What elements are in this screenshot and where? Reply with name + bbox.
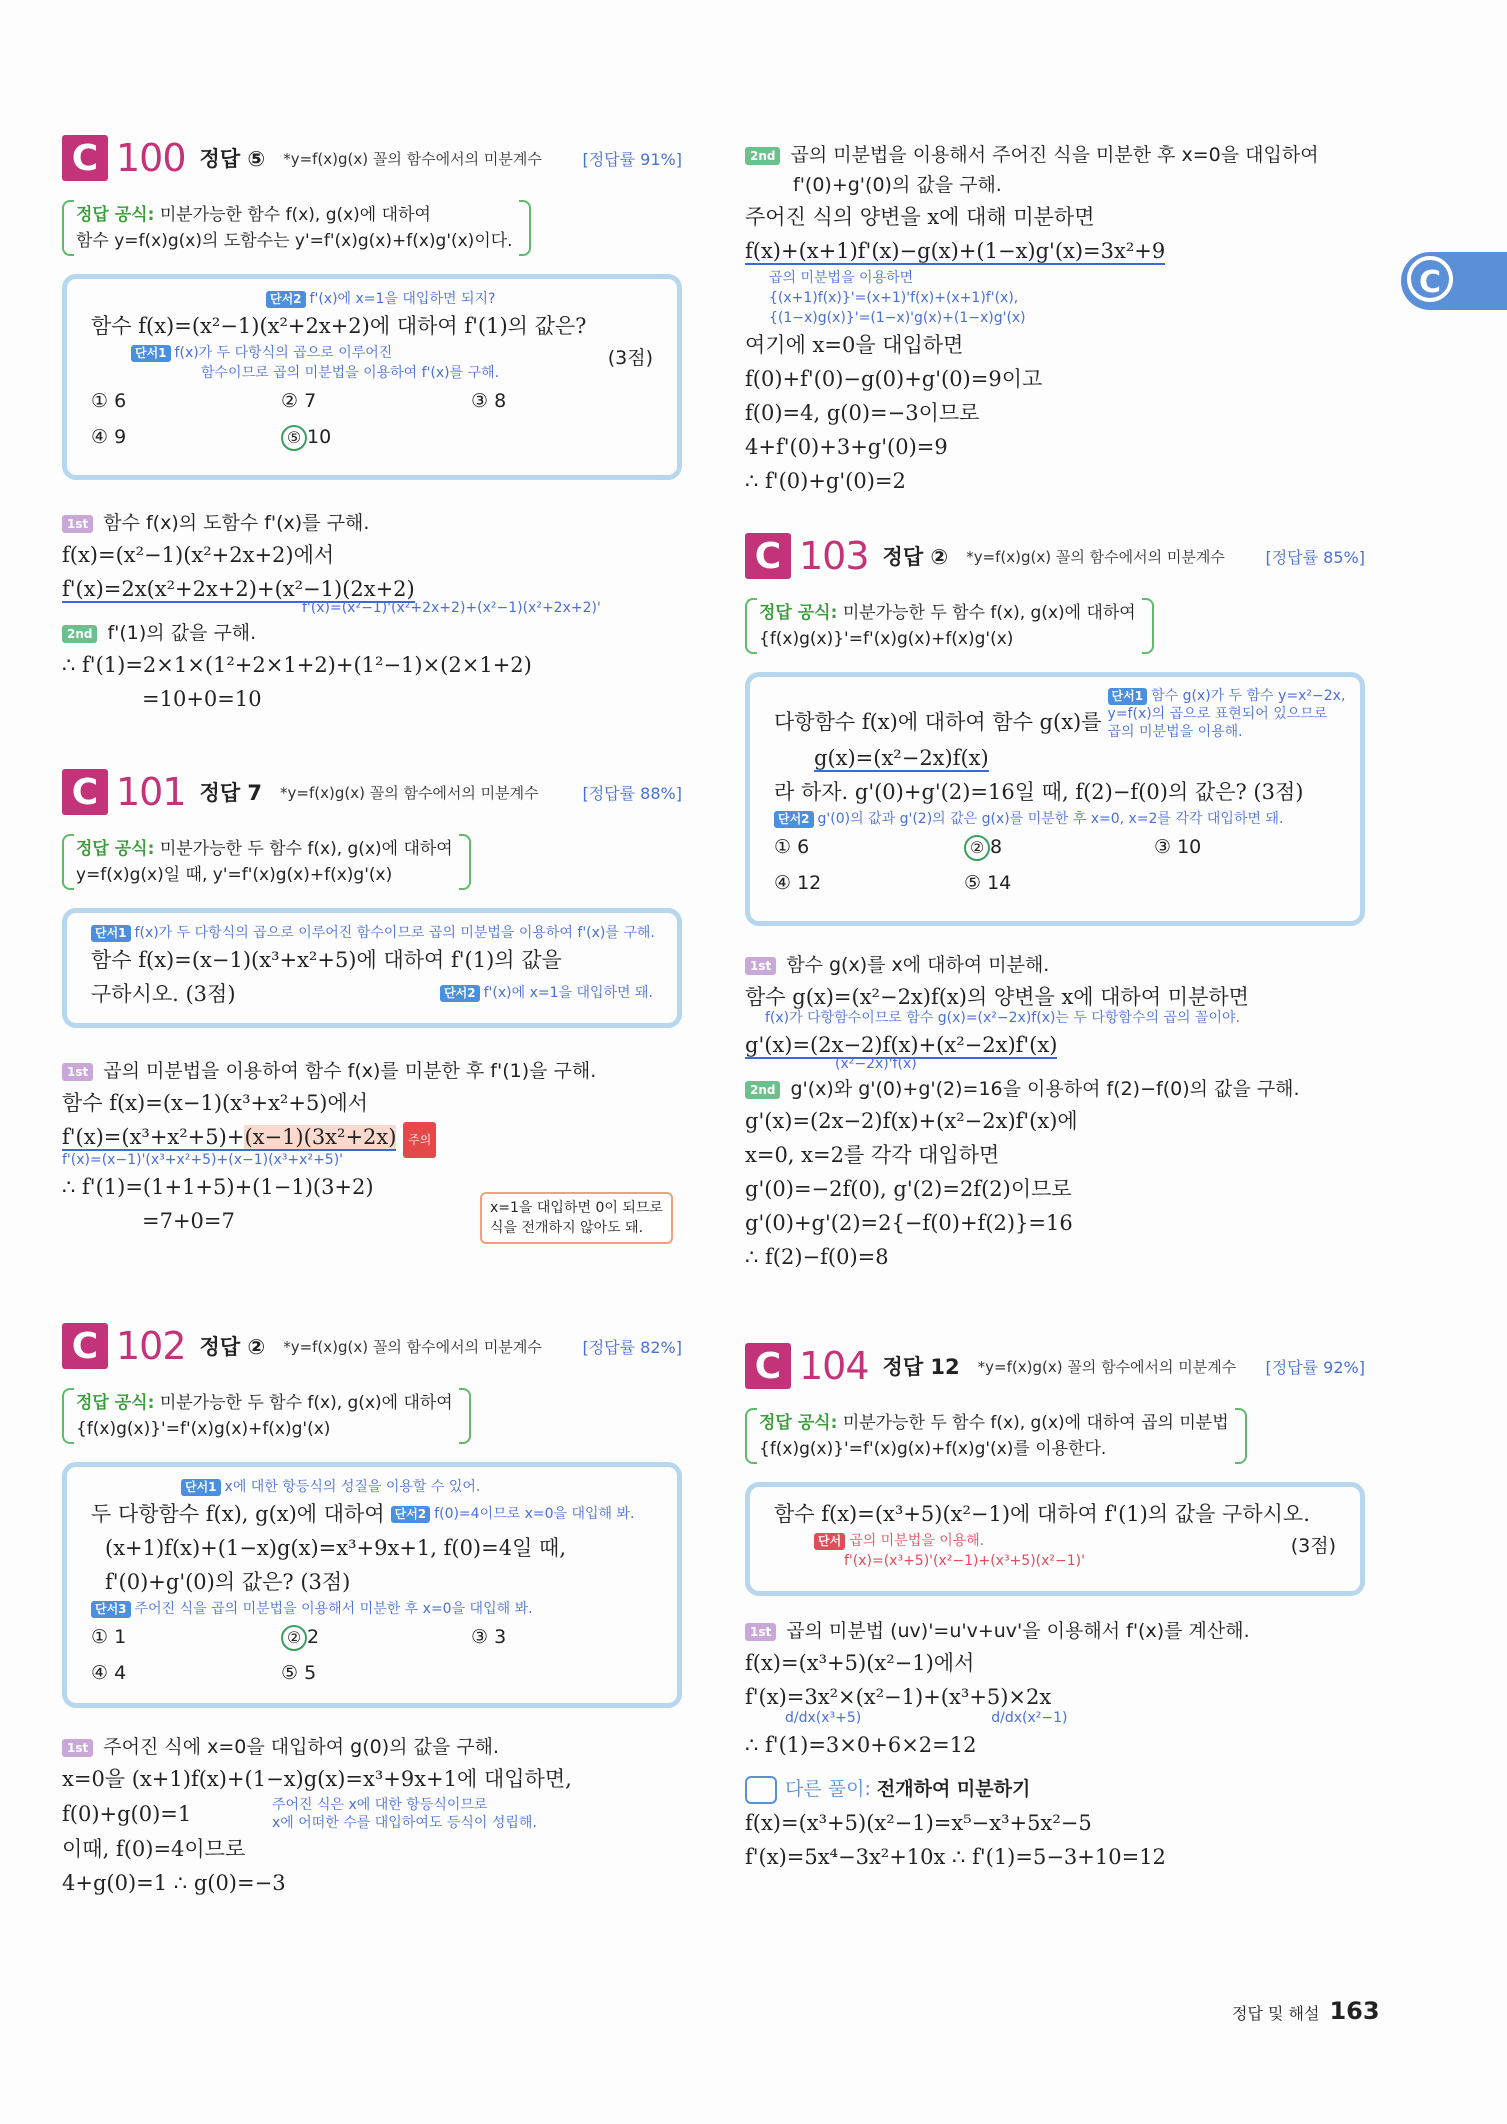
hint-tag: 단서2 <box>391 1506 431 1523</box>
solution-line: f(x)+(x+1)f'(x)−g(x)+(1−x)g'(x)=3x²+9 <box>745 239 1166 263</box>
warning-tag: 주의 <box>403 1122 436 1158</box>
choice[interactable]: ③ 10 <box>1154 836 1202 858</box>
solution-line: x=0을 (x+1)f(x)+(1−x)g(x)=x³+9x+1에 대입하면, <box>62 1767 572 1791</box>
solution-line: g'(x)=(2x−2)f(x)+(x²−2x)f'(x)에 <box>745 1109 1078 1133</box>
topic-label: *y=f(x)g(x) 꼴의 함수에서의 미분계수 <box>280 783 539 802</box>
question-text: g(x)=(x²−2x)f(x) <box>814 746 989 770</box>
problem-102-header <box>62 1318 682 1374</box>
question-text: f'(0)+g'(0)의 값은? (3점) <box>105 1570 351 1594</box>
hint-tag: 단서2 <box>266 291 306 308</box>
solution-line: ∴ f(2)−f(0)=8 <box>745 1245 889 1269</box>
answer-label: 정답 ⑤ <box>199 147 266 171</box>
step-tag: 2nd <box>62 625 97 643</box>
hint-tag: 단서 <box>814 1533 845 1550</box>
step-tag: 1st <box>62 1739 93 1757</box>
accuracy-rate: [정답률 88%] <box>582 783 682 803</box>
side-tab <box>1401 252 1507 310</box>
problem-box: 단서1 x에 대한 항등식의 성질을 이용할 수 있어. 두 다항함수 f(x), g(x)에 대하여 단서2 f(0)=4이므로 x=0을 대입해 봐. (x+1)f(x)+(1−x)g(x)=x³+9x+1, f(0)=4일 때, f'(0)+g'(0)의 값은? (3점) 단서3 주어진 식을 곱의 미분법을 이용해서 미분한 후 x=0을 대입해 봐. ① 1 ② 2 ③ 3 ④ 4 ⑤ 5 <box>62 1462 682 1708</box>
solution-line: f(x)=(x²−1)(x²+2x+2)에서 <box>62 543 335 567</box>
solution-line: 이때, f(0)=4이므로 <box>62 1837 246 1861</box>
step-tag: 1st <box>745 957 776 975</box>
solution-line: 4+f'(0)+3+g'(0)=9 <box>745 435 948 459</box>
choice[interactable]: ③ 8 <box>471 390 507 412</box>
category-badge: C <box>745 533 791 579</box>
correct-mark: ② <box>281 1625 307 1651</box>
formula-label: 정답 공식: <box>76 839 155 859</box>
formula-line: 미분가능한 함수 f(x), g(x)에 대하여 <box>159 205 431 225</box>
answer-label: 정답 12 <box>882 1355 960 1379</box>
page-footer <box>1232 1997 1380 2025</box>
solution-line: f(0)=4, g(0)=−3이므로 <box>745 401 980 425</box>
hint-text: 함수이므로 곱의 미분법을 이용하여 f'(x)를 구해. <box>201 365 500 381</box>
formula-label: 정답 공식: <box>76 205 155 225</box>
annotation: f(x)가 다항함수이므로 함수 g(x)=(x²−2x)f(x)는 두 다항함수의 곱의 꼴이야. <box>765 1010 1240 1026</box>
solution-line: f'(x)=3x²×(x²−1)+(x³+5)×2x <box>745 1685 1052 1709</box>
step-tag: 2nd <box>745 147 780 165</box>
solution-line: f(0)+f'(0)−g(0)+g'(0)=9이고 <box>745 367 1043 391</box>
solution-line: =10+0=10 <box>142 687 262 711</box>
right-column: 2nd 곱의 미분법을 이용해서 주어진 식을 미분한 후 x=0을 대입하여 f'(0)+g'(0)의 값을 구해. 주어진 식의 양변을 x에 대해 미분하면 f(x)+(x+1)f'(x)−g(x)+(1−x)g'(x)=3x²+9 곱의 미분법을 이용하면 {(x+1)f(x)}'=(x+1)'f(x)+(x+1)f'(x), {(1−x)g(x)}'=(1−x)'g(x)+(1−x)g'(x) 여기에 x=0을 대입하면 f(0)+f'(0)−g(0)+g'(0)=9이고 f(0)=4, g(0)=−3이므로 4+f'(0)+3+g'(0)=9 ∴ f'(0)+g'(0)=2 C 103 정답 ② *y=f(x)g(x) 꼴의 함수에서의 미분계수 [정답률 85%] 정답 공식: 미분가능한 두 함수 f(x), g(x)에 대하여 {f(x)g(x)}'=f'(x)g(x)+f(x)g'(x) 다항함수 f(x)에 대하여 함수 g(x)를 단서1 함수 g(x)가 두 함수 y=x²−2x, y=f(x)의 곱으로 표현되어 있으므로 곱의 미분법을 이용해. g(x)=(x²−2x)f(x) 라 하자. g'(0)+g'(2)=16일 때, f(2)−f(0)의 값은? (3점) 단서2 g'(0)의 값과 g'(2)의 값은 g(x)를 미분한 후 x=0, x=2를 각각 대입하면 돼. ① 6 ② 8 ③ 10 ④ 12 ⑤ 14 1st 함수 g(x)를 x에 대하여 미분해. 함수 g(x)=(x²−2x)f(x)의 양변을 x에 대하여 미분하면 f(x)가 다항함수이므로 함수 g(x)=(x²−2x)f(x)는 두 다항함수의 곱의 꼴이야. g'(x)=(2x−2)f(x)+(x²−2x)f'(x) (x²−2x)'f(x) 2nd g'(x)와 g'(0)+g'(2)=16을 이용하여 f(2)−f(0)의 값을 구해. g'(x)=(2x−2)f(x)+(x²−2x)f'(x)에 x=0, x=2를 각각 대입하면 g'(0)=−2f(0), g'(2)=2f(2)이므로 g'(0)+g'(2)=2{−f(0)+f(2)}=16 ∴ f(2)−f(0)=8 C 104 정답 12 *y=f(x)g(x) 꼴의 함수에서의 미분계수 [정답률 92%] 정답 공식: 미분가능한 두 함수 f(x), g(x)에 대하여 곱의 미분법 {f(x)g(x)}'=f'(x)g(x)+f(x)g'(x)를 이용한다. 함수 f(x)=(x³+5)(x²−1)에 대하여 f'(1)의 값을 구하시오. 단서 곱의 미분법을 이용해. f'(x)=(x³+5)'(x²−1)+(x³+5)(x²−1)' (3점) 1st 곱의 미분법 (uv)'=u'v+uv'을 이용해서 f'(x)를 계산해. f(x)=(x³+5)(x²−1)에서 f'(x)=3x²×(x²−1)+(x³+5)×2x d/dx(x³+5) d/dx(x²−1) ∴ f'(1)=3×0+6×2=12 다른 풀이: 전개하여 미분하기 f(x)=(x³+5)(x²−1)=x⁵−x³+5x²−5 f'(x)=5x⁴−3x²+10x ∴ f'(1)=5−3+10=12 <box>745 140 1365 1874</box>
solution-line: 함수 g(x)=(x²−2x)f(x)의 양변을 x에 대하여 미분하면 <box>745 985 1249 1009</box>
solution-line: 4+g(0)=1 ∴ g(0)=−3 <box>62 1871 286 1895</box>
choice[interactable]: ⑤ 5 <box>281 1662 317 1684</box>
choice-correct[interactable]: ② 2 <box>281 1619 471 1655</box>
solution-line: 여기에 x=0을 대입하면 <box>745 333 964 357</box>
points: (3점) <box>1290 1535 1336 1557</box>
question-text: 구하시오. (3점) <box>91 982 236 1006</box>
choice[interactable]: ④ 12 <box>774 872 822 894</box>
problem-100-header <box>62 130 682 186</box>
formula-box <box>62 200 527 256</box>
answer-label: 정답 ② <box>199 1335 266 1359</box>
points: (3점) <box>607 347 653 369</box>
alt-solution-icon <box>745 1776 777 1804</box>
problem-number: 103 <box>799 534 869 578</box>
accuracy-rate: [정답률 92%] <box>1265 1357 1365 1377</box>
choice-correct[interactable]: ② 8 <box>964 829 1154 865</box>
formula-label: 정답 공식: <box>759 603 838 623</box>
hint-tag: 단서2 <box>440 985 480 1002</box>
solution-line: 주어진 식의 양변을 x에 대해 미분하면 <box>745 205 1095 229</box>
problem-101-header <box>62 764 682 820</box>
problem-box: 단서1 f(x)가 두 다항식의 곱으로 이루어진 함수이므로 곱의 미분법을 이용하여 f'(x)를 구해. 함수 f(x)=(x−1)(x³+x²+5)에 대하여 f'(1)의 값을 구하시오. (3점) 단서2 f'(x)에 x=1을 대입하면 돼. <box>62 908 682 1028</box>
question-text: (x+1)f(x)+(1−x)g(x)=x³+9x+1, f(0)=4일 때, <box>105 1536 567 1560</box>
choice[interactable]: ④ 9 <box>91 426 127 448</box>
choice[interactable]: ④ 4 <box>91 1662 127 1684</box>
side-tab-label: C <box>1407 256 1453 302</box>
category-badge: C <box>62 769 108 815</box>
choice[interactable]: ② 7 <box>281 390 317 412</box>
hint-tag: 단서1 <box>131 345 171 362</box>
formula-label: 정답 공식: <box>759 1413 838 1433</box>
step-tag: 2nd <box>745 1081 780 1099</box>
hint-text: f'(x)에 x=1을 대입하면 되지? <box>309 291 496 307</box>
topic-label: *y=f(x)g(x) 꼴의 함수에서의 미분계수 <box>283 149 542 168</box>
accuracy-rate: [정답률 85%] <box>1265 547 1365 567</box>
formula-box: 정답 공식: 미분가능한 두 함수 f(x), g(x)에 대하여 곱의 미분법 {f(x)g(x)}'=f'(x)g(x)+f(x)g'(x)를 이용한다. <box>745 1408 1243 1464</box>
solution-line: f(x)=(x³+5)(x²−1)에서 <box>745 1651 975 1675</box>
choice[interactable]: ⑤ 14 <box>964 872 1012 894</box>
problem-number: 102 <box>116 1324 186 1368</box>
question-text: 라 하자. g'(0)+g'(2)=16일 때, f(2)−f(0)의 값은? (3점) <box>774 780 1304 804</box>
page-number: 163 <box>1329 1997 1380 2025</box>
hint-tag: 단서1 <box>1108 688 1148 705</box>
step-line: 1st 함수 g(x)를 x에 대하여 미분해. <box>745 950 1365 980</box>
annotation: (x²−2x)'f(x) <box>835 1056 917 1072</box>
annotation: d/dx(x³+5) d/dx(x²−1) <box>785 1710 1068 1726</box>
annotation: 곱의 미분법을 이용하면 {(x+1)f(x)}'=(x+1)'f(x)+(x+1)f'(x), {(1−x)g(x)}'=(1−x)'g(x)+(1−x)g'(x) <box>769 270 1026 326</box>
topic-label: *y=f(x)g(x) 꼴의 함수에서의 미분계수 <box>977 1357 1237 1376</box>
correct-mark: ② <box>964 835 990 861</box>
annotation: f'(x)=(x−1)'(x³+x²+5)+(x−1)(x³+x²+5)' <box>62 1152 344 1168</box>
answer-label: 정답 ② <box>882 545 949 569</box>
choice[interactable]: ① 6 <box>774 836 810 858</box>
problem-box: 다항함수 f(x)에 대하여 함수 g(x)를 단서1 함수 g(x)가 두 함수 y=x²−2x, y=f(x)의 곱으로 표현되어 있으므로 곱의 미분법을 이용해. g(x)=(x²−2x)f(x) 라 하자. g'(0)+g'(2)=16일 때, f(2)−f(0)의 값은? (3점) 단서2 g'(0)의 값과 g'(2)의 값은 g(x)를 미분한 후 x=0, x=2를 각각 대입하면 돼. ① 6 ② 8 ③ 10 ④ 12 ⑤ 14 <box>745 672 1365 926</box>
category-badge: C <box>62 135 108 181</box>
choice[interactable]: ③ 3 <box>471 1626 507 1648</box>
step-line: 2nd g'(x)와 g'(0)+g'(2)=16을 이용하여 f(2)−f(0)의 값을 구해. <box>745 1074 1365 1104</box>
solution-line: g'(x)=(2x−2)f(x)+(x²−2x)f'(x) <box>745 1033 1058 1057</box>
problem-103-header <box>745 528 1365 584</box>
solution-line: =7+0=7 <box>142 1209 235 1233</box>
question-text: 함수 f(x)=(x²−1)(x²+2x+2)에 대하여 f'(1)의 값은? <box>91 314 587 338</box>
formula-box: 정답 공식: 미분가능한 두 함수 f(x), g(x)에 대하여 {f(x)g(x)}'=f'(x)g(x)+f(x)g'(x) <box>62 1388 467 1444</box>
accuracy-rate: [정답률 82%] <box>582 1337 682 1357</box>
solution-line: f(x)=(x³+5)(x²−1)=x⁵−x³+5x²−5 <box>745 1811 1092 1835</box>
step-line: 2nd f'(1)의 값을 구해. <box>62 618 682 648</box>
hint-tag: 단서3 <box>91 1601 131 1618</box>
solution-line: f'(x)=5x⁴−3x²+10x ∴ f'(1)=5−3+10=12 <box>745 1845 1166 1869</box>
choices <box>774 829 1336 901</box>
question-text: 함수 f(x)=(x−1)(x³+x²+5)에 대하여 f'(1)의 값을 <box>91 948 562 972</box>
problem-box <box>62 274 682 480</box>
problem-number: 100 <box>116 136 186 180</box>
choice[interactable]: ① 1 <box>91 1626 127 1648</box>
choice-correct[interactable]: ⑤ 10 <box>281 419 471 455</box>
accuracy-rate: [정답률 91%] <box>582 149 682 169</box>
left-column: C 100 정답 ⑤ *y=f(x)g(x) 꼴의 함수에서의 미분계수 [정답률 91%] 정답 공식: 미분가능한 함수 f(x), g(x)에 대하여 함수 y=f(x)g(x)의 도함수는 y'=f'(x)g(x)+f(x)g'(x)이다. 단서2 f'(x)에 x=1을 대입하면 되지? 함수 f(x)=(x²−1)(x²+2x+2)에 대하여 f'(1)의 값은? 단서1 f(x)가 두 다항식의 곱으로 이루어진 함수이므로 곱의 미분법을 이용하여 f'(x)를 구해. (3점) ① 6 ② 7 ③ 8 ④ 9 ⑤ 10 1st 함수 f(x)의 도함수 f'(x)를 구해. f(x)=(x²−1)(x²+2x+2)에서 f'(x)=2x(x²+2x+2)+(x²−1)(2x+2) f'(x)=(x²−1)'(x²+2x+2)+(x²−1)(x²+2x+2)' 2nd f'(1)의 값을 구해. ∴ f'(1)=2×1×(1²+2×1+2)+(1²−1)×(2×1+2) =10+0=10 C 101 정답 7 *y=f(x)g(x) 꼴의 함수에서의 미분계수 [정답률 88%] 정답 공식: 미분가능한 두 함수 f(x), g(x)에 대하여 y=f(x)g(x)일 때, y'=f'(x)g(x)+f(x)g'(x) 단서1 f(x)가 두 다항식의 곱으로 이루어진 함수이므로 곱의 미분법을 이용하여 f'(x)를 구해. 함수 f(x)=(x−1)(x³+x²+5)에 대하여 f'(1)의 값을 구하시오. (3점) 단서2 f'(x)에 x=1을 대입하면 돼. 1st 곱의 미분법을 이용하여 함수 f(x)를 미분한 후 f'(1)을 구해. 함수 f(x)=(x−1)(x³+x²+5)에서 f'(x)=(x³+x²+5)+(x−1)(3x²+2x) 주의 f'(x)=(x−1)'(x³+x²+5)+(x−1)(x³+x²+5)' x=1을 대입하면 0이 되므로 식을 전개하지 않아도 돼. ∴ f'(1)=(1+1+5)+(1−1)(3+2) =7+0=7 C 102 정답 ② *y=f(x)g(x) 꼴의 함수에서의 미분계수 [정답률 82%] 정답 공식: 미분가능한 두 함수 f(x), g(x)에 대하여 {f(x)g(x)}'=f'(x)g(x)+f(x)g'(x) 단서1 x에 대한 항등식의 성질을 이용할 수 있어. 두 다항함수 f(x), g(x)에 대하여 단서2 f(0)=4이므로 x=0을 대입해 봐. (x+1)f(x)+(1−x)g(x)=x³+9x+1, f(0)=4일 때, f'(0)+g'(0)의 값은? (3점) 단서3 주어진 식을 곱의 미분법을 이용해서 미분한 후 x=0을 대입해 봐. ① 1 ② 2 ③ 3 ④ 4 ⑤ 5 1st 주어진 식에 x=0을 대입하여 g(0)의 값을 구해. x=0을 (x+1)f(x)+(1−x)g(x)=x³+9x+1에 대입하면, f(0)+g(0)=1 주어진 식은 x에 대한 항등식이므로 x에 어떠한 수를 대입하여도 등식이 성립해. 이때, f(0)=4이므로 4+g(0)=1 ∴ g(0)=−3 <box>62 130 682 1900</box>
hint-tag: 단서2 <box>774 811 814 828</box>
topic-label: *y=f(x)g(x) 꼴의 함수에서의 미분계수 <box>966 547 1225 566</box>
question-text: 두 다항함수 f(x), g(x)에 대하여 <box>91 1502 385 1526</box>
solution-line: ∴ f'(1)=2×1×(1²+2×1+2)+(1²−1)×(2×1+2) <box>62 653 532 677</box>
correct-mark: ⑤ <box>281 425 307 451</box>
choice[interactable]: ① 6 <box>91 390 127 412</box>
choices <box>91 383 653 455</box>
hint-tag: 단서1 <box>181 1479 221 1496</box>
problem-number: 104 <box>799 1344 869 1388</box>
hint-text: f(x)가 두 다항식의 곱으로 이루어진 <box>174 345 393 361</box>
hint-tag: 단서1 <box>91 925 131 942</box>
solution-line: f(0)+g(0)=1 <box>62 1802 192 1826</box>
step-line: 1st 주어진 식에 x=0을 대입하여 g(0)의 값을 구해. <box>62 1732 682 1762</box>
solution-line: g'(0)+g'(2)=2{−f(0)+f(2)}=16 <box>745 1211 1073 1235</box>
answer-label: 정답 7 <box>199 781 263 805</box>
question-text: 다항함수 f(x)에 대하여 함수 g(x)를 <box>774 710 1102 734</box>
step-line: 2nd 곱의 미분법을 이용해서 주어진 식을 미분한 후 x=0을 대입하여 <box>745 140 1365 170</box>
question-text: 함수 f(x)=(x³+5)(x²−1)에 대하여 f'(1)의 값을 구하시오. <box>774 1502 1310 1526</box>
solution-line: ∴ f'(1)=3×0+6×2=12 <box>745 1733 977 1757</box>
problem-104-header <box>745 1338 1365 1394</box>
step-tag: 1st <box>62 515 93 533</box>
solution-line: ∴ f'(1)=(1+1+5)+(1−1)(3+2) <box>62 1175 374 1199</box>
formula-box: 정답 공식: 미분가능한 두 함수 f(x), g(x)에 대하여 {f(x)g(x)}'=f'(x)g(x)+f(x)g'(x) <box>745 598 1150 654</box>
formula-label: 정답 공식: <box>76 1393 155 1413</box>
solution-line: f'(x)=(x³+x²+5)+(x−1)(3x²+2x) 주의 <box>62 1120 682 1158</box>
alt-solution-header: 다른 풀이: 전개하여 미분하기 <box>745 1772 1365 1806</box>
problem-box: 함수 f(x)=(x³+5)(x²−1)에 대하여 f'(1)의 값을 구하시오. 단서 곱의 미분법을 이용해. f'(x)=(x³+5)'(x²−1)+(x³+5)(x²−1)' (3점) <box>745 1482 1365 1596</box>
solution-line: f'(x)=2x(x²+2x+2)+(x²−1)(2x+2) <box>62 577 415 601</box>
solution-line: g'(0)=−2f(0), g'(2)=2f(2)이므로 <box>745 1177 1072 1201</box>
step-line: 1st 곱의 미분법을 이용하여 함수 f(x)를 미분한 후 f'(1)을 구해. <box>62 1056 682 1086</box>
solution-line: 함수 f(x)=(x−1)(x³+x²+5)에서 <box>62 1091 369 1115</box>
category-badge: C <box>62 1323 108 1369</box>
step-tag: 1st <box>745 1623 776 1641</box>
category-badge: C <box>745 1343 791 1389</box>
problem-number: 101 <box>116 770 186 814</box>
formula-line: 함수 y=f(x)g(x)의 도함수는 y'=f'(x)g(x)+f(x)g'(x)이다. <box>76 231 513 251</box>
step-line: 1st 함수 f(x)의 도함수 f'(x)를 구해. <box>62 508 682 538</box>
step-line: 1st 곱의 미분법 (uv)'=u'v+uv'을 이용해서 f'(x)를 계산해. <box>745 1616 1365 1646</box>
choices <box>91 1619 653 1691</box>
solution-line: x=0, x=2를 각각 대입하면 <box>745 1143 1000 1167</box>
annotation: f'(x)=(x²−1)'(x²+2x+2)+(x²−1)(x²+2x+2)' <box>302 600 601 616</box>
step-tag: 1st <box>62 1063 93 1081</box>
topic-label: *y=f(x)g(x) 꼴의 함수에서의 미분계수 <box>283 1337 542 1356</box>
note-box: x=1을 대입하면 0이 되므로 식을 전개하지 않아도 돼. <box>480 1192 673 1244</box>
formula-box: 정답 공식: 미분가능한 두 함수 f(x), g(x)에 대하여 y=f(x)g(x)일 때, y'=f'(x)g(x)+f(x)g'(x) <box>62 834 467 890</box>
footer-label: 정답 및 해설 <box>1232 2004 1320 2023</box>
solution-line: ∴ f'(0)+g'(0)=2 <box>745 469 906 493</box>
